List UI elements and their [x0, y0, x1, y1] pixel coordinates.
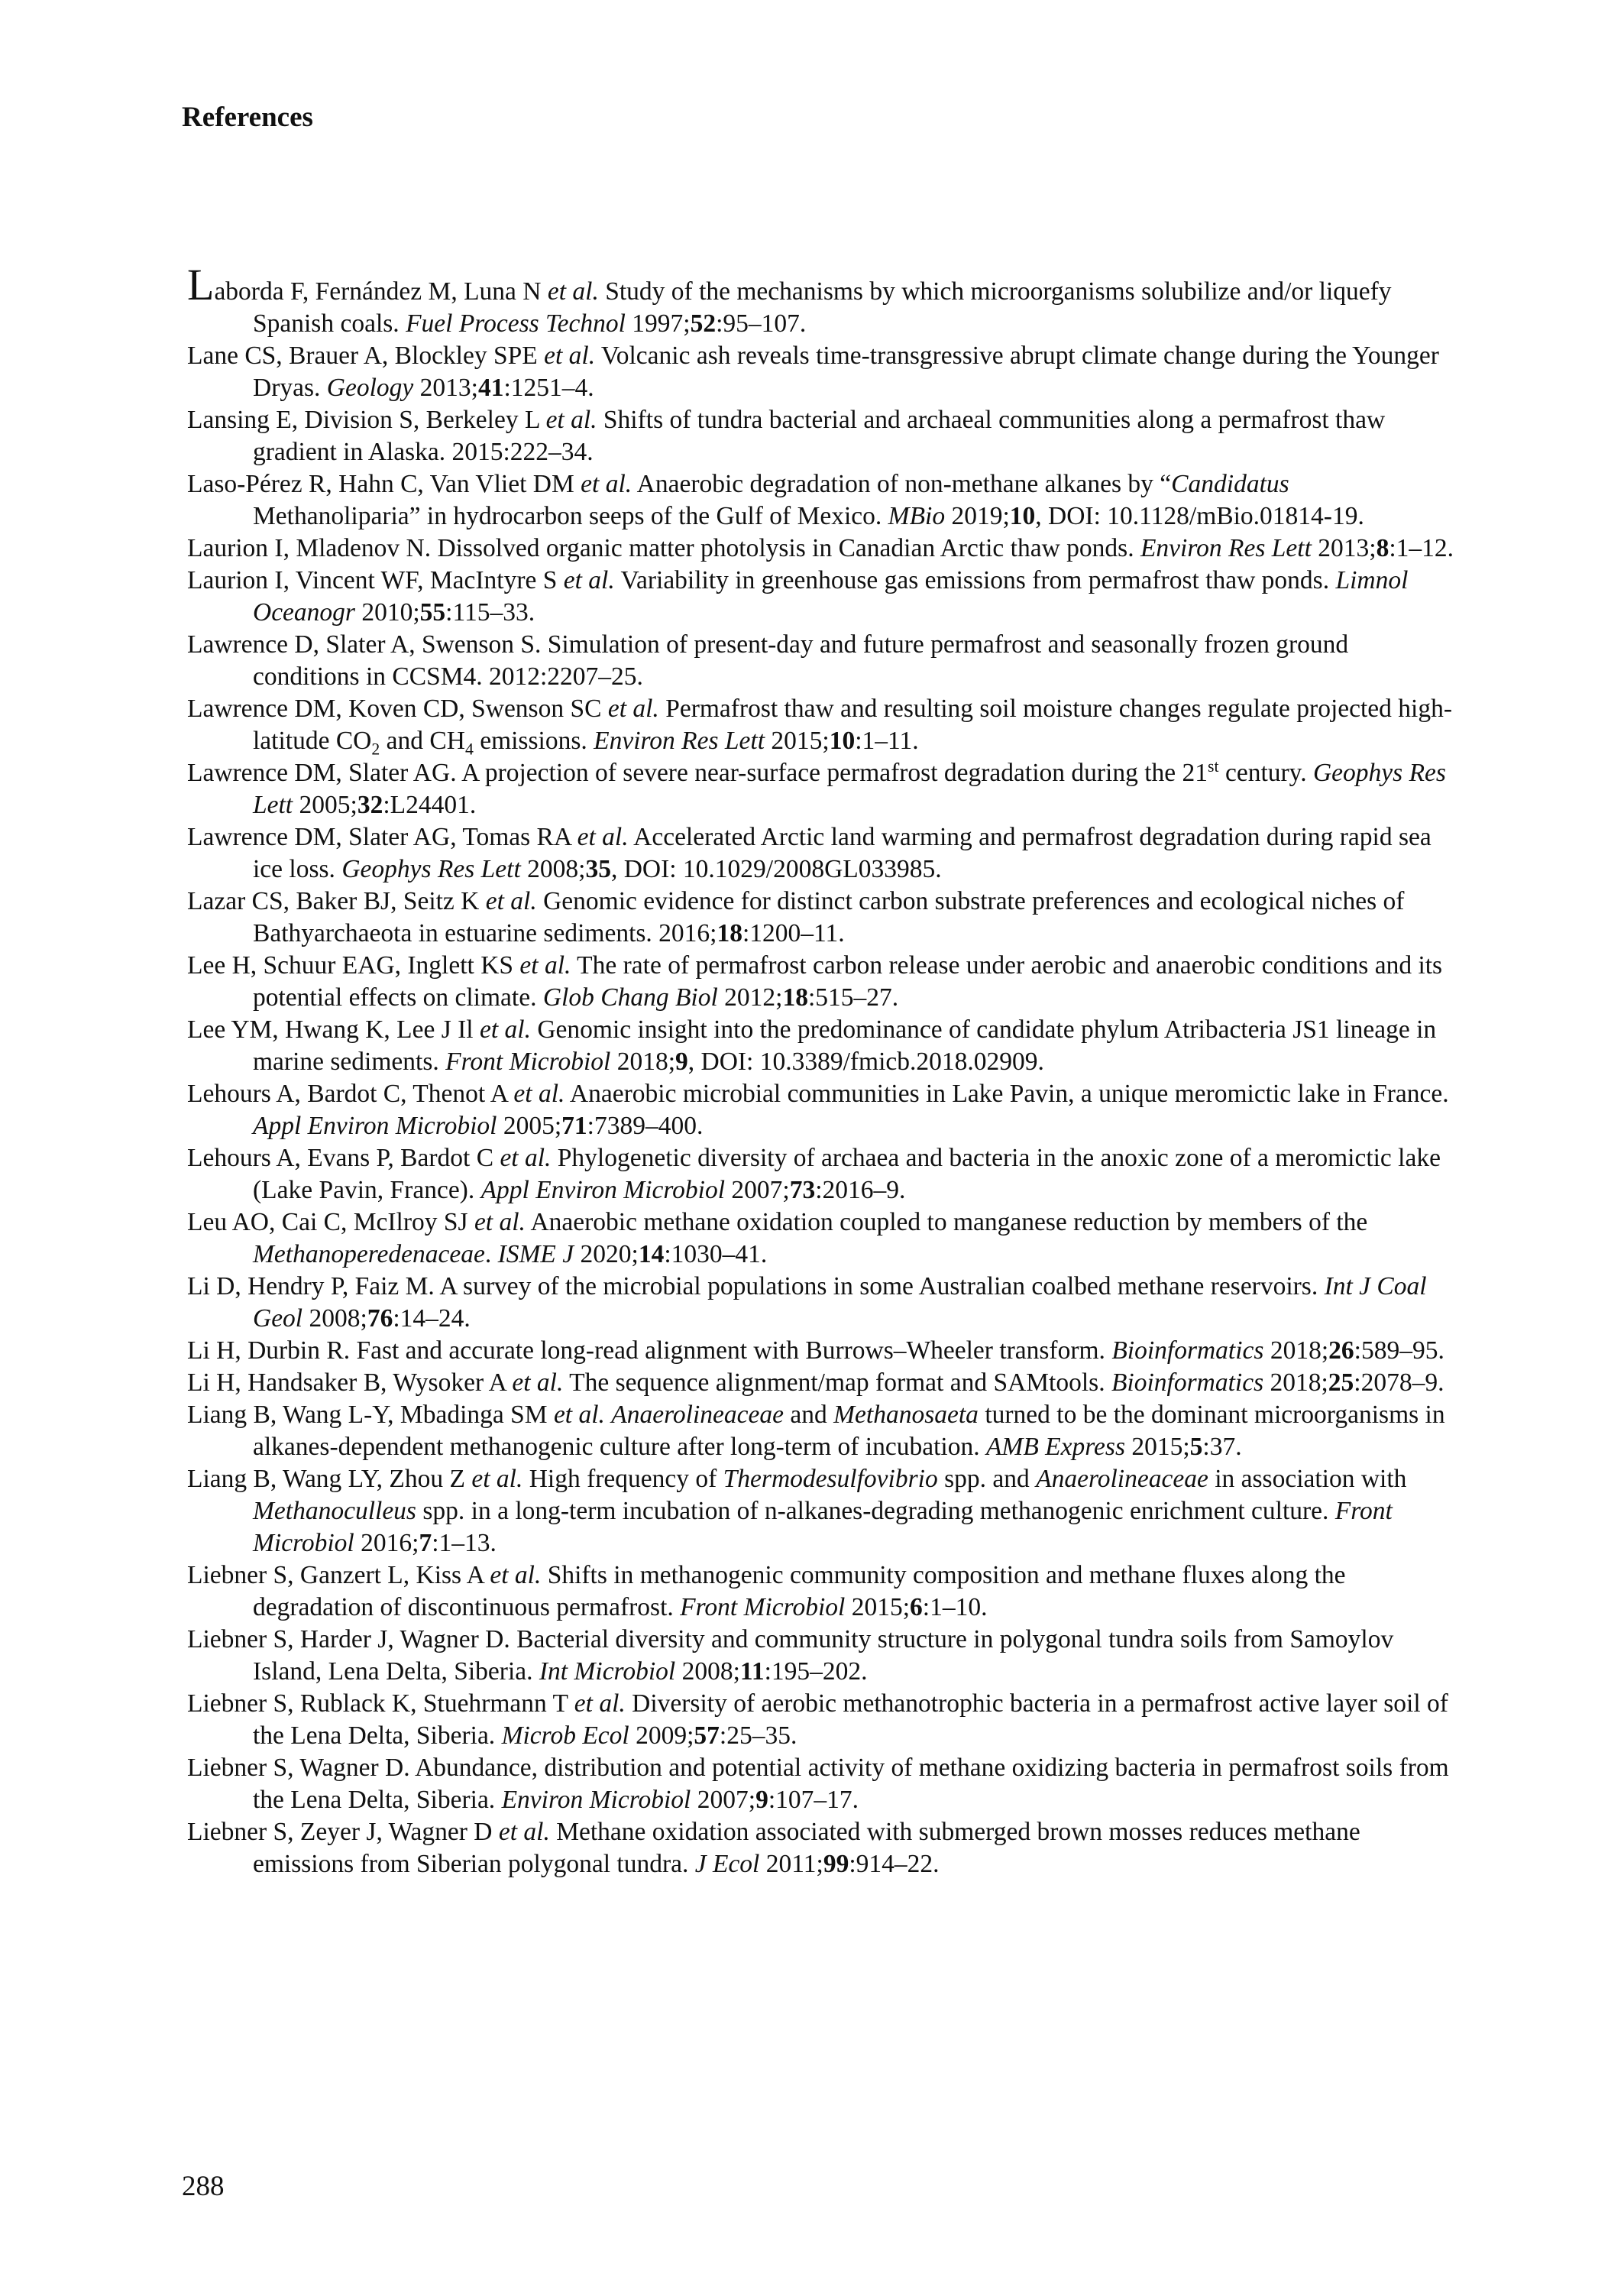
- reference-italic: MBio: [888, 502, 946, 530]
- reference-list: [187, 260, 1455, 1880]
- reference-text: Laborda F, Fernández M, Luna N: [187, 260, 548, 309]
- reference-text: 2: [371, 740, 380, 759]
- reference-text: Shifts of tundra bacterial and archaeal communities along a permafrost thaw gradient in Alaska. 2015:222–34.: [253, 406, 1386, 466]
- reference-text: in association with: [1208, 1465, 1407, 1493]
- reference-italic: et al.: [474, 1208, 526, 1236]
- reference-italic: Front Microbiol: [680, 1593, 846, 1621]
- reference-italic: et al.: [490, 1561, 542, 1589]
- reference-entry: [187, 821, 1455, 886]
- reference-volume: 18: [782, 983, 808, 1012]
- reference-italic: Environ Res Lett: [1140, 534, 1312, 562]
- reference-volume: 5: [1189, 1433, 1203, 1461]
- reference-entry: [187, 1014, 1455, 1078]
- reference-text: :195–202.: [764, 1657, 868, 1686]
- reference-entry: [187, 629, 1455, 693]
- reference-text: , DOI: 10.3389/fmicb.2018.02909.: [687, 1048, 1044, 1076]
- reference-entry: [187, 1078, 1455, 1142]
- reference-text: Anaerobic degradation of non-methane alkanes by “: [632, 470, 1172, 498]
- reference-text: 2009;: [629, 1721, 694, 1750]
- reference-text: st: [1208, 756, 1219, 776]
- reference-volume: 7: [419, 1529, 432, 1557]
- reference-entry: [187, 1206, 1455, 1271]
- reference-text: Genomic insight into the predominance of candidate phylum Atribacteria JS1 lineage in marine sediments.: [253, 1015, 1437, 1076]
- reference-text: Lee YM, Hwang K, Lee J Il: [187, 1015, 480, 1044]
- reference-italic: ISME J: [497, 1240, 574, 1268]
- reference-text: :589–95.: [1354, 1336, 1444, 1365]
- reference-volume: 11: [739, 1657, 765, 1686]
- reference-italic: Int Microbiol: [539, 1657, 676, 1686]
- reference-italic: et al.: [500, 1144, 552, 1172]
- reference-text: 2005;: [497, 1112, 562, 1140]
- page-number: 288: [182, 2171, 225, 2202]
- reference-italic: Anaerolineaceae: [611, 1401, 785, 1429]
- reference-text: century.: [1218, 759, 1313, 787]
- reference-text: Liebner S, Zeyer J, Wagner D: [187, 1818, 499, 1846]
- reference-text: Methanoliparia” in hydrocarbon seeps of the Gulf of Mexico.: [253, 502, 888, 530]
- reference-text: Volcanic ash reveals time-transgressive abrupt climate change during the Younger Dryas.: [253, 342, 1439, 402]
- reference-text: :515–27.: [807, 983, 899, 1012]
- reference-volume: 76: [367, 1304, 393, 1333]
- reference-text: 2016;: [354, 1529, 419, 1557]
- reference-italic: Glob Chang Biol: [542, 983, 718, 1012]
- reference-italic: Methanosaeta: [833, 1401, 979, 1429]
- reference-text: Lazar CS, Baker BJ, Seitz K: [187, 887, 486, 915]
- reference-volume: 10: [829, 727, 856, 755]
- reference-text: Methane oxidation associated with submerged brown mosses reduces methane emissions from Siberian polygonal tundra.: [253, 1818, 1360, 1878]
- reference-volume: 35: [585, 855, 611, 883]
- reference-text: Phylogenetic diversity of archaea and bacteria in the anoxic zone of a meromictic lake (Lake Pavin, France).: [253, 1144, 1441, 1204]
- reference-volume: 52: [690, 309, 717, 338]
- reference-italic: et al.: [513, 1080, 565, 1108]
- reference-entry: [187, 1624, 1455, 1688]
- reference-text: Li H, Handsaker B, Wysoker A: [187, 1368, 513, 1397]
- reference-italic: Bioinformatics: [1111, 1368, 1264, 1397]
- reference-entry: [187, 260, 1455, 340]
- reference-text: 2007;: [725, 1176, 790, 1204]
- reference-text: Accelerated Arctic land warming and permafrost degradation during rapid sea ice loss.: [253, 823, 1432, 883]
- reference-text: 2018;: [1263, 1368, 1328, 1397]
- reference-italic: et al.: [574, 1689, 626, 1718]
- reference-text: Lehours A, Evans P, Bardot C: [187, 1144, 500, 1172]
- reference-text: :7389–400.: [587, 1112, 704, 1140]
- reference-text: Diversity of aerobic methanotrophic bacteria in a permafrost active layer soil of the Lena Delta, Siberia.: [253, 1689, 1448, 1750]
- reference-text: 2011;: [759, 1850, 823, 1878]
- reference-volume: 18: [717, 919, 742, 947]
- reference-volume: 9: [675, 1048, 688, 1076]
- reference-text: Liang B, Wang LY, Zhou Z: [187, 1465, 472, 1493]
- reference-text: :L24401.: [383, 791, 477, 819]
- reference-volume: 26: [1328, 1336, 1354, 1365]
- reference-entry: [187, 1335, 1455, 1367]
- reference-entry: [187, 340, 1455, 404]
- reference-text: Lawrence DM, Slater AG, Tomas RA: [187, 823, 577, 851]
- reference-italic: Limnol Oceanogr: [253, 566, 1409, 627]
- reference-italic: et al.: [512, 1368, 564, 1397]
- reference-text: 2015;: [765, 727, 830, 755]
- reference-volume: 99: [823, 1850, 849, 1878]
- reference-text: spp. in a long-term incubation of n-alkanes-degrading methanogenic enrichment culture.: [416, 1497, 1335, 1525]
- reference-text: Liebner S, Rublack K, Stuehrmann T: [187, 1689, 574, 1718]
- reference-entry: [187, 1559, 1455, 1624]
- reference-italic: et al.: [607, 695, 659, 723]
- reference-italic: et al.: [498, 1818, 550, 1846]
- reference-italic: Methanoculleus: [253, 1497, 416, 1525]
- reference-italic: J Ecol: [694, 1850, 760, 1878]
- reference-entry: [187, 1463, 1455, 1559]
- reference-text: and CH: [380, 727, 465, 755]
- reference-italic: Anaerolineaceae: [1036, 1465, 1208, 1493]
- reference-volume: 8: [1376, 534, 1389, 562]
- reference-text: 2010;: [354, 598, 420, 627]
- reference-text: Anaerobic methane oxidation coupled to manganese reduction by members of the: [525, 1208, 1368, 1236]
- reference-italic: Appl Environ Microbiol: [253, 1112, 497, 1140]
- reference-italic: Environ Microbiol: [501, 1786, 691, 1814]
- reference-entry: [187, 1367, 1455, 1399]
- reference-text: 1997;: [625, 309, 691, 338]
- reference-text: :1–11.: [855, 727, 919, 755]
- reference-entry: [187, 1399, 1455, 1463]
- page-title: References: [182, 102, 313, 133]
- reference-entry: [187, 1752, 1455, 1816]
- reference-text: Genomic evidence for distinct carbon substrate preferences and ecological niches of Bathyarchaeota in estuarine sediments. 2016;: [253, 887, 1405, 947]
- reference-italic: Int J Coal Geol: [253, 1272, 1427, 1333]
- reference-text: 2007;: [691, 1786, 756, 1814]
- reference-text: Lehours A, Bardot C, Thenot A: [187, 1080, 514, 1108]
- reference-italic: Microb Ecol: [501, 1721, 629, 1750]
- reference-text: :107–17.: [768, 1786, 859, 1814]
- reference-entry: [187, 1142, 1455, 1206]
- reference-text: Liebner S, Harder J, Wagner D. Bacterial diversity and community structure in polygonal tundra soils from Samoylov Island, Lena Delta, Siberia.: [187, 1625, 1394, 1686]
- reference-italic: et al.: [545, 406, 597, 434]
- reference-italic: Geophys Res Lett: [341, 855, 521, 883]
- reference-text: :2078–9.: [1354, 1368, 1444, 1397]
- reference-volume: 25: [1328, 1368, 1354, 1397]
- reference-volume: 10: [1009, 502, 1036, 530]
- reference-text: :1030–41.: [664, 1240, 768, 1268]
- reference-italic: Appl Environ Microbiol: [480, 1176, 726, 1204]
- reference-text: Anaerobic microbial communities in Lake Pavin, a unique meromictic lake in France.: [565, 1080, 1449, 1108]
- reference-italic: AMB Express: [985, 1433, 1125, 1461]
- reference-text: 2012;: [717, 983, 783, 1012]
- reference-italic: et al.: [581, 470, 632, 498]
- reference-text: emissions.: [473, 727, 594, 755]
- reference-text: Laurion I, Vincent WF, MacIntyre S: [187, 566, 564, 594]
- reference-text: :1200–11.: [742, 919, 845, 947]
- reference-entry: [187, 468, 1455, 533]
- reference-text: :1–13.: [432, 1529, 497, 1557]
- reference-text: The rate of permafrost carbon release under aerobic and anaerobic conditions and its potential effects on climate.: [253, 951, 1443, 1012]
- reference-text: The sequence alignment/map format and SAMtools.: [563, 1368, 1111, 1397]
- reference-volume: 55: [419, 598, 446, 627]
- reference-text: :95–107.: [716, 309, 807, 338]
- reference-volume: 73: [789, 1176, 816, 1204]
- reference-text: Permafrost thaw and resulting soil moisture changes regulate projected high-latitude CO: [253, 695, 1453, 755]
- reference-volume: 6: [910, 1593, 923, 1621]
- reference-italic: Bioinformatics: [1111, 1336, 1264, 1365]
- reference-text: Lee H, Schuur EAG, Inglett KS: [187, 951, 520, 980]
- reference-entry: [187, 565, 1455, 629]
- reference-volume: 41: [477, 374, 504, 402]
- reference-text: Li D, Hendry P, Faiz M. A survey of the microbial populations in some Australian coalbed methane reservoirs.: [187, 1272, 1325, 1300]
- reference-text: Liang B, Wang L-Y, Mbadinga SM: [187, 1401, 554, 1429]
- reference-volume: 71: [561, 1112, 587, 1140]
- reference-text: Lane CS, Brauer A, Blockley SPE: [187, 342, 545, 370]
- reference-text: High frequency of: [522, 1465, 723, 1493]
- reference-text: Laso-Pérez R, Hahn C, Van Vliet DM: [187, 470, 581, 498]
- reference-italic: et al.: [519, 951, 571, 980]
- reference-text: 2018;: [610, 1048, 675, 1076]
- reference-text: Lansing E, Division S, Berkeley L: [187, 406, 546, 434]
- reference-text: :914–22.: [849, 1850, 940, 1878]
- reference-text: spp. and: [937, 1465, 1037, 1493]
- reference-italic: Fuel Process Technol: [406, 309, 626, 338]
- reference-entry: [187, 1271, 1455, 1335]
- reference-text: , DOI: 10.1128/mBio.01814-19.: [1035, 502, 1364, 530]
- reference-text: 2013;: [413, 374, 478, 402]
- reference-text: 2008;: [302, 1304, 367, 1333]
- reference-text: 2015;: [1124, 1433, 1190, 1461]
- reference-volume: 32: [357, 791, 383, 819]
- reference-entry: [187, 1816, 1455, 1880]
- reference-italic: et al.: [485, 887, 537, 915]
- reference-text: 2018;: [1263, 1336, 1329, 1365]
- reference-entry: [187, 1688, 1455, 1752]
- reference-italic: Thermodesulfovibrio: [723, 1465, 938, 1493]
- reference-italic: et al.: [544, 342, 596, 370]
- reference-text: 2019;: [945, 502, 1010, 530]
- reference-entry: [187, 533, 1455, 565]
- reference-entry: [187, 886, 1455, 950]
- reference-text: and: [784, 1401, 834, 1429]
- reference-text: :25–35.: [719, 1721, 797, 1750]
- reference-volume: 57: [694, 1721, 720, 1750]
- reference-text: Liebner S, Wagner D. Abundance, distribution and potential activity of methane oxidizing bacteria in permafrost soils from the Lena Delta, Siberia.: [187, 1754, 1449, 1814]
- reference-italic: Environ Res Lett: [594, 727, 765, 755]
- reference-text: Leu AO, Cai C, McIlroy SJ: [187, 1208, 474, 1236]
- reference-text: Study of the mechanisms by which microorganisms solubilize and/or liquefy Spanish coals.: [253, 277, 1392, 338]
- reference-text: 2015;: [845, 1593, 911, 1621]
- reference-text: Li H, Durbin R. Fast and accurate long-read alignment with Burrows–Wheeler transform.: [187, 1336, 1112, 1365]
- reference-text: 2008;: [520, 855, 586, 883]
- reference-italic: Geology: [326, 374, 414, 402]
- reference-italic: et al.: [471, 1465, 523, 1493]
- reference-italic: et al.: [553, 1401, 605, 1429]
- reference-italic: Front Microbiol: [253, 1497, 1393, 1557]
- reference-italic: Front Microbiol: [445, 1048, 611, 1076]
- reference-entry: [187, 404, 1455, 468]
- reference-italic: et al.: [563, 566, 615, 594]
- reference-text: 2020;: [574, 1240, 639, 1268]
- reference-text: Lawrence DM, Slater AG. A projection of severe near-surface permafrost degradation during the 21: [187, 759, 1208, 787]
- reference-italic: Methanoperedenaceae: [253, 1240, 485, 1268]
- reference-text: :37.: [1202, 1433, 1242, 1461]
- reference-text: 2008;: [675, 1657, 740, 1686]
- reference-italic: et al.: [479, 1015, 531, 1044]
- reference-text: Laurion I, Mladenov N. Dissolved organic matter photolysis in Canadian Arctic thaw ponds.: [187, 534, 1140, 562]
- reference-entry: [187, 757, 1455, 821]
- reference-text: Lawrence DM, Koven CD, Swenson SC: [187, 695, 608, 723]
- reference-text: :14–24.: [393, 1304, 471, 1333]
- reference-entry: [187, 693, 1455, 757]
- reference-volume: 14: [638, 1240, 665, 1268]
- reference-text: 4: [464, 740, 474, 759]
- reference-text: :1–12.: [1389, 534, 1454, 562]
- reference-text: turned to be the dominant microorganisms in alkanes-dependent methanogenic culture after long-term of incubation.: [253, 1401, 1445, 1461]
- reference-text: :2016–9.: [815, 1176, 906, 1204]
- reference-italic: Candidatus: [1171, 470, 1289, 498]
- reference-text: 2005;: [293, 791, 357, 819]
- reference-italic: Geophys Res Lett: [253, 759, 1446, 819]
- reference-text: Liebner S, Ganzert L, Kiss A: [187, 1561, 490, 1589]
- reference-volume: 9: [755, 1786, 768, 1814]
- reference-text: Shifts in methanogenic community composition and methane fluxes along the degradation of discontinuous permafrost.: [253, 1561, 1346, 1621]
- reference-text: :115–33.: [445, 598, 535, 627]
- reference-text: :1251–4.: [503, 374, 594, 402]
- reference-text: :1–10.: [922, 1593, 988, 1621]
- reference-text: 2013;: [1311, 534, 1377, 562]
- reference-italic: et al.: [577, 823, 629, 851]
- reference-text: , DOI: 10.1029/2008GL033985.: [610, 855, 942, 883]
- reference-italic: et al.: [547, 277, 599, 306]
- reference-text: .: [484, 1240, 498, 1268]
- reference-text: Lawrence D, Slater A, Swenson S. Simulation of present-day and future permafrost and seasonally frozen ground conditions in CCSM4. 2012:2207–25.: [187, 630, 1349, 691]
- reference-text: Variability in greenhouse gas emissions from permafrost thaw ponds.: [614, 566, 1336, 594]
- reference-entry: [187, 950, 1455, 1014]
